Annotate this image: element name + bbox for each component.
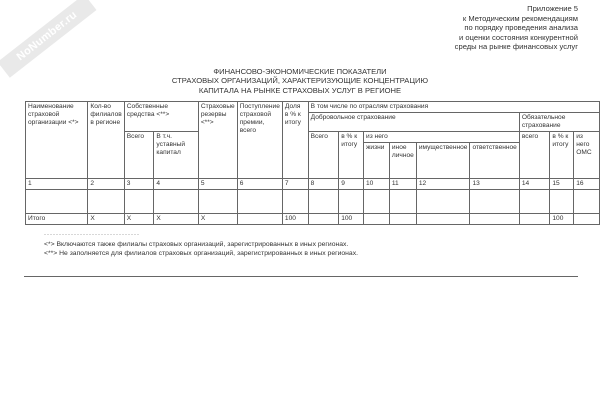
col-number: 9	[339, 179, 364, 190]
table-cell: X	[198, 214, 237, 225]
indicators-table	[25, 101, 600, 225]
page-divider	[24, 276, 578, 277]
col-number: 14	[519, 179, 550, 190]
col-number: 12	[416, 179, 470, 190]
table-cell: 100	[339, 214, 364, 225]
header-own-charter: В т.ч. уставный капитал	[154, 132, 198, 179]
header-branches: Кол-во филиалов в регионе	[88, 102, 124, 179]
table-cell	[470, 190, 519, 214]
title-line: СТРАХОВЫХ ОРГАНИЗАЦИЙ, ХАРАКТЕРИЗУЮЩИЕ КОНЦЕНТРАЦИЮ	[171, 76, 429, 86]
col-number: 13	[470, 179, 519, 190]
header-reserves: Страховые резервы <**>	[198, 102, 237, 179]
table-cell	[198, 190, 237, 214]
table-cell	[237, 214, 282, 225]
appendix-note	[455, 4, 578, 52]
appendix-line: и оценки состояния конкурентной	[459, 32, 578, 42]
footnote-1: <*> Включаются также филиалы страховых организаций, зарегистрированных в иных регионах.	[44, 241, 349, 248]
table-cell	[364, 190, 390, 214]
table-cell	[308, 190, 339, 214]
header-org-name: Наименование страховой организации <*>	[26, 102, 88, 179]
header-by-branch: В том числе по отраслям страхования	[308, 102, 599, 113]
col-number: 3	[124, 179, 154, 190]
table-cell	[364, 214, 390, 225]
total-label: Итого	[26, 214, 88, 225]
col-number: 7	[282, 179, 308, 190]
table-cell	[282, 190, 308, 214]
header-share: Доля в % к итогу	[282, 102, 308, 179]
footnote-2: <**> Не заполняется для филиалов страховых организаций, зарегистрированных в иных регионах.	[44, 250, 358, 257]
header-premium: Поступление страховой премии, всего	[237, 102, 282, 179]
header-mandatory: Обязательное страхование	[519, 113, 599, 132]
appendix-line: Приложение 5	[527, 4, 578, 13]
table-cell	[519, 214, 550, 225]
table-cell	[26, 190, 88, 214]
appendix-line: по порядку проведения анализа	[464, 23, 578, 33]
table-cell: X	[88, 214, 124, 225]
header-voluntary: Добровольное страхование	[308, 113, 519, 132]
table-cell	[550, 190, 574, 214]
table-cell: X	[154, 214, 198, 225]
column-number-row	[26, 179, 600, 190]
table-row-total	[26, 214, 600, 225]
table-cell	[339, 190, 364, 214]
col-number: 11	[389, 179, 416, 190]
table-cell	[124, 190, 154, 214]
col-number: 8	[308, 179, 339, 190]
header-liability: ответственное	[470, 143, 519, 179]
col-number: 4	[154, 179, 198, 190]
header-mand-pct: в % к итогу	[550, 132, 574, 179]
table-cell	[389, 190, 416, 214]
document-title	[0, 67, 600, 95]
table-cell	[574, 190, 600, 214]
appendix-line: к Методическим рекомендациям	[462, 13, 578, 23]
table-cell	[416, 190, 470, 214]
col-number: 6	[237, 179, 282, 190]
col-number: 1	[26, 179, 88, 190]
col-number: 16	[574, 179, 600, 190]
header-of-which: из него	[364, 132, 520, 143]
header-life: жизни	[364, 143, 390, 179]
table-cell	[308, 214, 339, 225]
col-number: 5	[198, 179, 237, 190]
table-cell	[470, 214, 519, 225]
table-row-empty	[26, 190, 600, 214]
table-cell: 100	[282, 214, 308, 225]
col-number: 10	[364, 179, 390, 190]
table-cell: 100	[550, 214, 574, 225]
header-vol-pct: в % к итогу	[339, 132, 364, 179]
appendix-line: среды на рынке финансовых услуг	[454, 42, 578, 52]
table-cell	[574, 214, 600, 225]
header-oms: из него ОМС	[574, 132, 600, 179]
col-number: 2	[88, 179, 124, 190]
table-cell	[519, 190, 550, 214]
col-number: 15	[550, 179, 574, 190]
table-cell: X	[124, 214, 154, 225]
header-property: имущественное	[416, 143, 470, 179]
header-personal: иное личное	[389, 143, 416, 179]
table-cell	[237, 190, 282, 214]
table-cell	[389, 214, 416, 225]
watermark: NoNumber.ru	[0, 0, 96, 78]
table-cell	[154, 190, 198, 214]
header-vol-total: Всего	[308, 132, 339, 179]
table-cell	[416, 214, 470, 225]
header-mand-total: всего	[519, 132, 550, 179]
header-own-funds: Собственные средства <**>	[124, 102, 198, 132]
footnotes	[44, 231, 358, 258]
header-own-total: Всего	[124, 132, 154, 179]
footnote-separator: --------------------------------	[44, 232, 140, 238]
title-line: КАПИТАЛА НА РЫНКЕ СТРАХОВЫХ УСЛУГ В РЕГИОНЕ	[198, 85, 402, 95]
title-line: ФИНАНСОВО-ЭКОНОМИЧЕСКИЕ ПОКАЗАТЕЛИ	[213, 67, 387, 76]
table-cell	[88, 190, 124, 214]
